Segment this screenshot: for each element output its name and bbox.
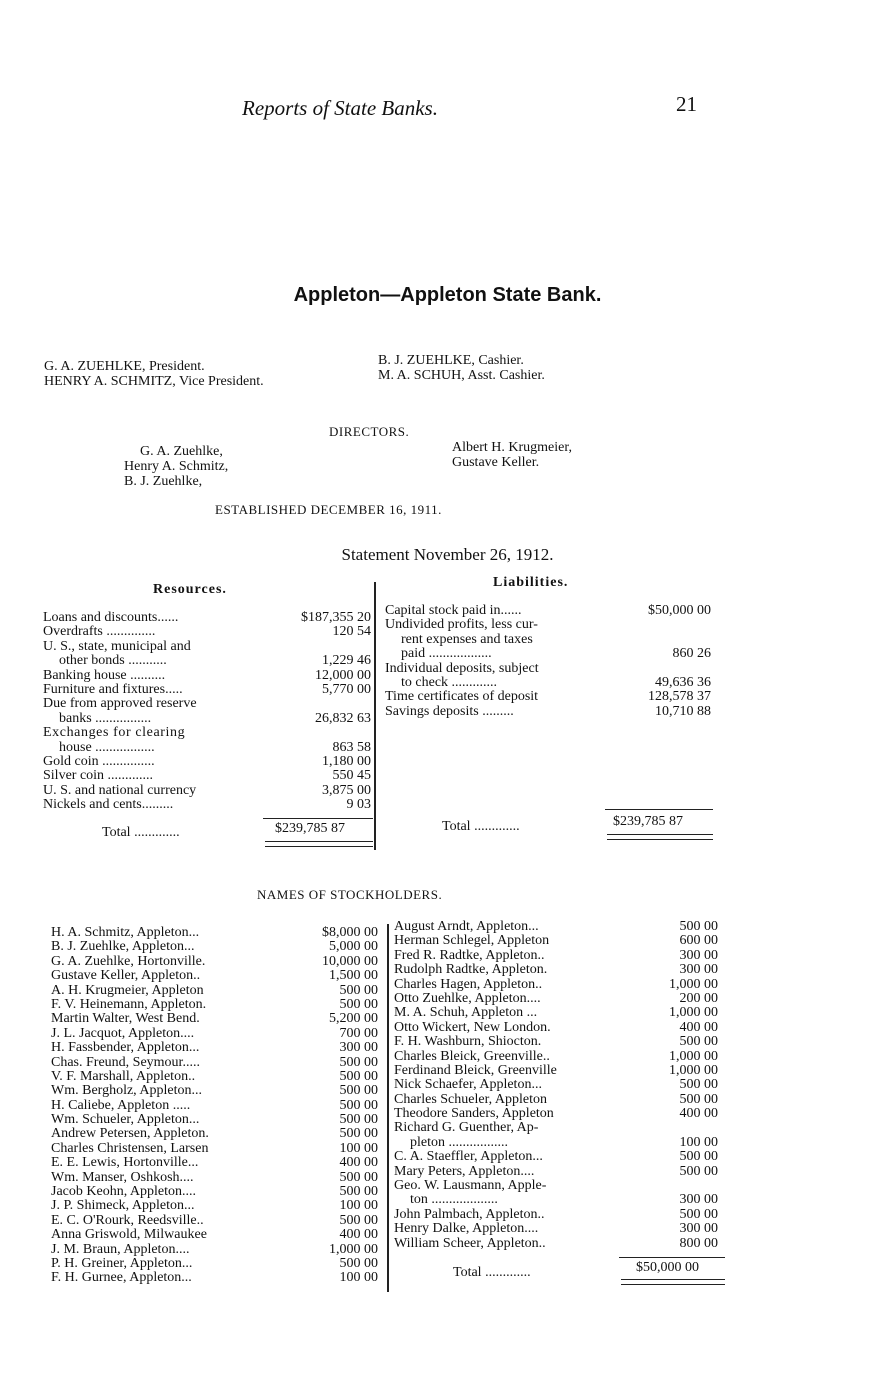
stockholder-amount: 500 00 bbox=[339, 1126, 378, 1142]
stockholder-name: Fred R. Radtke, Appleton.. bbox=[394, 947, 545, 963]
stockholder-name: Andrew Petersen, Appleton. bbox=[51, 1126, 209, 1142]
stockholders-total-label: Total ............. bbox=[453, 1265, 531, 1280]
resource-label: Silver coin ............. bbox=[43, 768, 154, 784]
resource-amount: 120 54 bbox=[332, 624, 371, 640]
stockholder-name: ton ................... bbox=[410, 1192, 498, 1208]
stockholder-name: Wm. Manser, Oshkosh.... bbox=[51, 1169, 194, 1185]
resource-amount: $187,355 20 bbox=[301, 610, 371, 625]
stockholder-name: August Arndt, Appleton... bbox=[394, 919, 539, 934]
stockholder-amount: 100 00 bbox=[339, 1140, 378, 1156]
director-name: Henry A. Schmitz, bbox=[124, 459, 229, 474]
stockholder-amount: 800 00 bbox=[679, 1235, 718, 1251]
stockholder-name: H. Caliebe, Appleton ..... bbox=[51, 1097, 191, 1113]
stockholder-amount: 700 00 bbox=[339, 1025, 378, 1041]
liability-label: Individual deposits, subject bbox=[385, 660, 539, 676]
liabilities-heading: Liabilities. bbox=[493, 575, 569, 590]
stockholder-amount: 400 00 bbox=[339, 1155, 378, 1171]
resources-total-double-rule bbox=[265, 841, 373, 847]
liability-amount: 10,710 88 bbox=[655, 703, 711, 719]
stockholder-amount: 1,000 00 bbox=[669, 1062, 718, 1078]
stockholder-amount: 500 00 bbox=[339, 1054, 378, 1070]
resource-label: U. S. and national currency bbox=[43, 782, 197, 798]
resources-total-rule bbox=[263, 818, 373, 819]
stockholder-amount: 1,000 00 bbox=[329, 1241, 378, 1257]
liability-label: to check ............. bbox=[401, 674, 498, 690]
resource-amount: 1,229 46 bbox=[322, 653, 371, 669]
resource-label: Nickels and cents......... bbox=[43, 797, 174, 813]
stockholder-amount: 500 00 bbox=[339, 996, 378, 1012]
liability-label: rent expenses and taxes bbox=[401, 631, 533, 647]
stockholders-total-double-rule bbox=[621, 1279, 725, 1285]
officer-president: G. A. ZUEHLKE, President. bbox=[44, 359, 205, 374]
stockholders-total-rule bbox=[619, 1257, 725, 1258]
stockholder-amount: 1,500 00 bbox=[329, 968, 378, 984]
resources-heading: Resources. bbox=[153, 582, 227, 597]
resource-label: Due from approved reserve bbox=[43, 696, 197, 712]
resource-label: house ................. bbox=[59, 739, 155, 755]
liabilities-total-rule bbox=[605, 809, 713, 810]
stockholder-amount: 5,200 00 bbox=[329, 1011, 378, 1027]
running-header-title: Reports of State Banks. bbox=[242, 96, 438, 120]
stockholder-name: Charles Christensen, Larsen bbox=[51, 1140, 209, 1156]
liabilities-total-double-rule bbox=[607, 834, 713, 840]
directors-heading: DIRECTORS. bbox=[329, 424, 410, 439]
director-name: G. A. Zuehlke, bbox=[140, 444, 223, 459]
stockholder-amount: 500 00 bbox=[339, 982, 378, 998]
resource-label: Overdrafts .............. bbox=[43, 624, 156, 640]
liability-amount: $50,000 00 bbox=[648, 603, 711, 618]
stockholders-total-amount: $50,000 00 bbox=[636, 1260, 699, 1275]
stockholder-name: Martin Walter, West Bend. bbox=[51, 1011, 200, 1027]
stockholder-amount: 300 00 bbox=[679, 1192, 718, 1208]
stockholder-name: Chas. Freund, Seymour..... bbox=[51, 1054, 200, 1070]
resource-label: U. S., state, municipal and bbox=[43, 638, 191, 654]
stockholders-divider bbox=[387, 924, 389, 1292]
stockholders-right-list bbox=[394, 920, 724, 1251]
stockholder-amount: 400 00 bbox=[679, 1019, 718, 1035]
resource-label: Furniture and fixtures..... bbox=[43, 681, 183, 697]
stockholder-name: Henry Dalke, Appleton.... bbox=[394, 1221, 539, 1237]
directors-left bbox=[124, 444, 228, 489]
resource-label: other bonds ........... bbox=[59, 653, 167, 669]
resource-amount: 550 45 bbox=[332, 768, 371, 784]
stockholder-name: E. C. O'Rourk, Reedsville.. bbox=[51, 1212, 204, 1228]
page-number: 21 bbox=[676, 92, 697, 116]
stockholder-name: P. H. Greiner, Appleton... bbox=[51, 1255, 193, 1271]
stockholder-name: Otto Zuehlke, Appleton.... bbox=[394, 990, 541, 1006]
stockholder-name: Theodore Sanders, Appleton bbox=[394, 1106, 554, 1122]
stockholder-amount: 500 00 bbox=[679, 1149, 718, 1165]
stockholder-amount: 1,000 00 bbox=[669, 1005, 718, 1021]
resource-label: Exchanges for clearing bbox=[43, 725, 186, 741]
liability-label: paid .................. bbox=[401, 646, 492, 662]
liability-label: Undivided profits, less cur- bbox=[385, 617, 538, 633]
officer-vice-president: HENRY A. SCHMITZ, Vice President. bbox=[44, 374, 264, 389]
resource-label: banks ................ bbox=[59, 710, 152, 726]
stockholder-amount: 10,000 00 bbox=[322, 953, 378, 969]
stockholder-name: Jacob Keohn, Appleton.... bbox=[51, 1184, 197, 1200]
stockholder-amount: 500 00 bbox=[339, 1112, 378, 1128]
stockholder-name: Wm. Bergholz, Appleton... bbox=[51, 1083, 202, 1099]
officers-right bbox=[378, 353, 545, 383]
resources-total-label: Total ............. bbox=[102, 825, 180, 840]
stockholder-name: J. L. Jacquot, Appleton.... bbox=[51, 1025, 195, 1041]
statement-divider bbox=[374, 582, 376, 850]
resource-amount: 1,180 00 bbox=[322, 753, 371, 769]
directors-right bbox=[452, 440, 572, 470]
resources-table bbox=[43, 611, 373, 812]
stockholder-amount: 600 00 bbox=[679, 933, 718, 949]
stockholder-name: Ferdinand Bleick, Greenville bbox=[394, 1062, 557, 1078]
stockholder-amount: 500 00 bbox=[679, 1034, 718, 1050]
resource-label: Loans and discounts...... bbox=[43, 610, 179, 625]
statement-title: Statement November 26, 1912. bbox=[341, 545, 554, 564]
stockholder-amount: 1,000 00 bbox=[669, 1048, 718, 1064]
stockholder-amount: 500 00 bbox=[339, 1068, 378, 1084]
liability-label: Time certificates of deposit bbox=[385, 689, 539, 705]
liability-amount: 860 26 bbox=[672, 646, 711, 662]
stockholder-name: Charles Schueler, Appleton bbox=[394, 1091, 548, 1107]
stockholder-amount: 300 00 bbox=[339, 1040, 378, 1056]
stockholder-name: M. A. Schuh, Appleton ... bbox=[394, 1005, 538, 1021]
stockholder-name: C. A. Staeffler, Appleton... bbox=[394, 1149, 543, 1165]
stockholder-amount: 400 00 bbox=[679, 1106, 718, 1122]
stockholder-name: Gustave Keller, Appleton.. bbox=[51, 968, 201, 984]
resource-amount: 863 58 bbox=[332, 739, 371, 755]
stockholder-name: J. M. Braun, Appleton.... bbox=[51, 1241, 190, 1257]
stockholder-name: G. A. Zuehlke, Hortonville. bbox=[51, 953, 206, 969]
stockholder-amount: 5,000 00 bbox=[329, 939, 378, 955]
bank-title: Appleton—Appleton State Bank. bbox=[293, 284, 602, 306]
established-line: ESTABLISHED DECEMBER 16, 1911. bbox=[215, 502, 442, 517]
liability-amount: 128,578 37 bbox=[648, 689, 711, 705]
stockholder-name: F. V. Heinemann, Appleton. bbox=[51, 996, 207, 1012]
stockholder-name: E. E. Lewis, Hortonville... bbox=[51, 1155, 199, 1171]
stockholder-name: Charles Bleick, Greenville.. bbox=[394, 1048, 550, 1064]
resource-label: Gold coin ............... bbox=[43, 753, 155, 769]
stockholder-name: Wm. Schueler, Appleton... bbox=[51, 1112, 200, 1128]
liabilities-total-label: Total ............. bbox=[442, 819, 520, 834]
stockholder-name: B. J. Zuehlke, Appleton... bbox=[51, 939, 195, 955]
stockholder-amount: 500 00 bbox=[339, 1083, 378, 1099]
liabilities-table bbox=[385, 604, 715, 719]
stockholder-amount: 300 00 bbox=[679, 1221, 718, 1237]
resource-amount: 26,832 63 bbox=[315, 710, 371, 726]
liability-amount: 49,636 36 bbox=[655, 674, 711, 690]
stockholder-name: Rudolph Radtke, Appleton. bbox=[394, 962, 548, 978]
stockholder-amount: 500 00 bbox=[339, 1255, 378, 1271]
stockholder-name: Geo. W. Lausmann, Apple- bbox=[394, 1178, 547, 1194]
resource-amount: 12,000 00 bbox=[315, 667, 371, 683]
resource-label: Banking house .......... bbox=[43, 667, 166, 683]
stockholder-amount: 500 00 bbox=[679, 1077, 718, 1093]
stockholder-amount: 500 00 bbox=[679, 1206, 718, 1222]
resources-total-amount: $239,785 87 bbox=[275, 821, 345, 836]
stockholder-name: Nick Schaefer, Appleton... bbox=[394, 1077, 542, 1093]
stockholder-amount: $8,000 00 bbox=[322, 925, 378, 940]
stockholder-amount: 500 00 bbox=[339, 1169, 378, 1185]
stockholder-name: William Scheer, Appleton.. bbox=[394, 1235, 546, 1251]
stockholder-name: Anna Griswold, Milwaukee bbox=[51, 1227, 207, 1243]
stockholder-name: J. P. Shimeck, Appleton... bbox=[51, 1198, 195, 1214]
stockholder-amount: 1,000 00 bbox=[669, 976, 718, 992]
stockholder-name: F. H. Gurnee, Appleton... bbox=[51, 1270, 192, 1286]
stockholders-left-list bbox=[51, 926, 381, 1286]
stockholder-amount: 500 00 bbox=[339, 1212, 378, 1228]
stockholder-amount: 300 00 bbox=[679, 962, 718, 978]
stockholder-amount: 300 00 bbox=[679, 947, 718, 963]
liability-label: Capital stock paid in...... bbox=[385, 603, 522, 618]
stockholder-name: H. Fassbender, Appleton... bbox=[51, 1040, 200, 1056]
stockholder-amount: 500 00 bbox=[339, 1184, 378, 1200]
stockholder-amount: 100 00 bbox=[339, 1270, 378, 1286]
stockholder-name: Richard G. Guenther, Ap- bbox=[394, 1120, 539, 1136]
director-name: Gustave Keller. bbox=[452, 455, 540, 470]
officer-cashier: B. J. ZUEHLKE, Cashier. bbox=[378, 353, 524, 368]
stockholder-amount: 400 00 bbox=[339, 1227, 378, 1243]
stockholder-name: H. A. Schmitz, Appleton... bbox=[51, 925, 200, 940]
stockholder-amount: 500 00 bbox=[679, 1091, 718, 1107]
stockholders-heading: NAMES OF STOCKHOLDERS. bbox=[257, 887, 443, 902]
resource-amount: 9 03 bbox=[346, 797, 371, 813]
stockholder-name: A. H. Krugmeier, Appleton bbox=[51, 982, 204, 998]
officer-asst-cashier: M. A. SCHUH, Asst. Cashier. bbox=[378, 368, 545, 383]
stockholder-name: F. H. Washburn, Shiocton. bbox=[394, 1034, 542, 1050]
stockholder-amount: 100 00 bbox=[339, 1198, 378, 1214]
stockholder-name: John Palmbach, Appleton.. bbox=[394, 1206, 545, 1222]
stockholder-name: V. F. Marshall, Appleton.. bbox=[51, 1068, 196, 1084]
stockholder-amount: 500 00 bbox=[679, 919, 718, 934]
stockholder-name: Mary Peters, Appleton.... bbox=[394, 1163, 535, 1179]
resource-amount: 5,770 00 bbox=[322, 681, 371, 697]
stockholder-amount: 100 00 bbox=[679, 1134, 718, 1150]
officers-left bbox=[44, 359, 264, 389]
stockholder-name: Herman Schlegel, Appleton bbox=[394, 933, 550, 949]
stockholder-name: Charles Hagen, Appleton.. bbox=[394, 976, 543, 992]
stockholder-name: pleton ................. bbox=[410, 1134, 508, 1150]
liability-label: Savings deposits ......... bbox=[385, 703, 514, 719]
stockholder-amount: 500 00 bbox=[339, 1097, 378, 1113]
stockholder-name: Otto Wickert, New London. bbox=[394, 1019, 551, 1035]
stockholder-amount: 200 00 bbox=[679, 990, 718, 1006]
director-name: Albert H. Krugmeier, bbox=[452, 440, 572, 455]
director-name: B. J. Zuehlke, bbox=[124, 474, 203, 489]
resource-amount: 3,875 00 bbox=[322, 782, 371, 798]
liabilities-total-amount: $239,785 87 bbox=[613, 814, 683, 829]
stockholder-amount: 500 00 bbox=[679, 1163, 718, 1179]
